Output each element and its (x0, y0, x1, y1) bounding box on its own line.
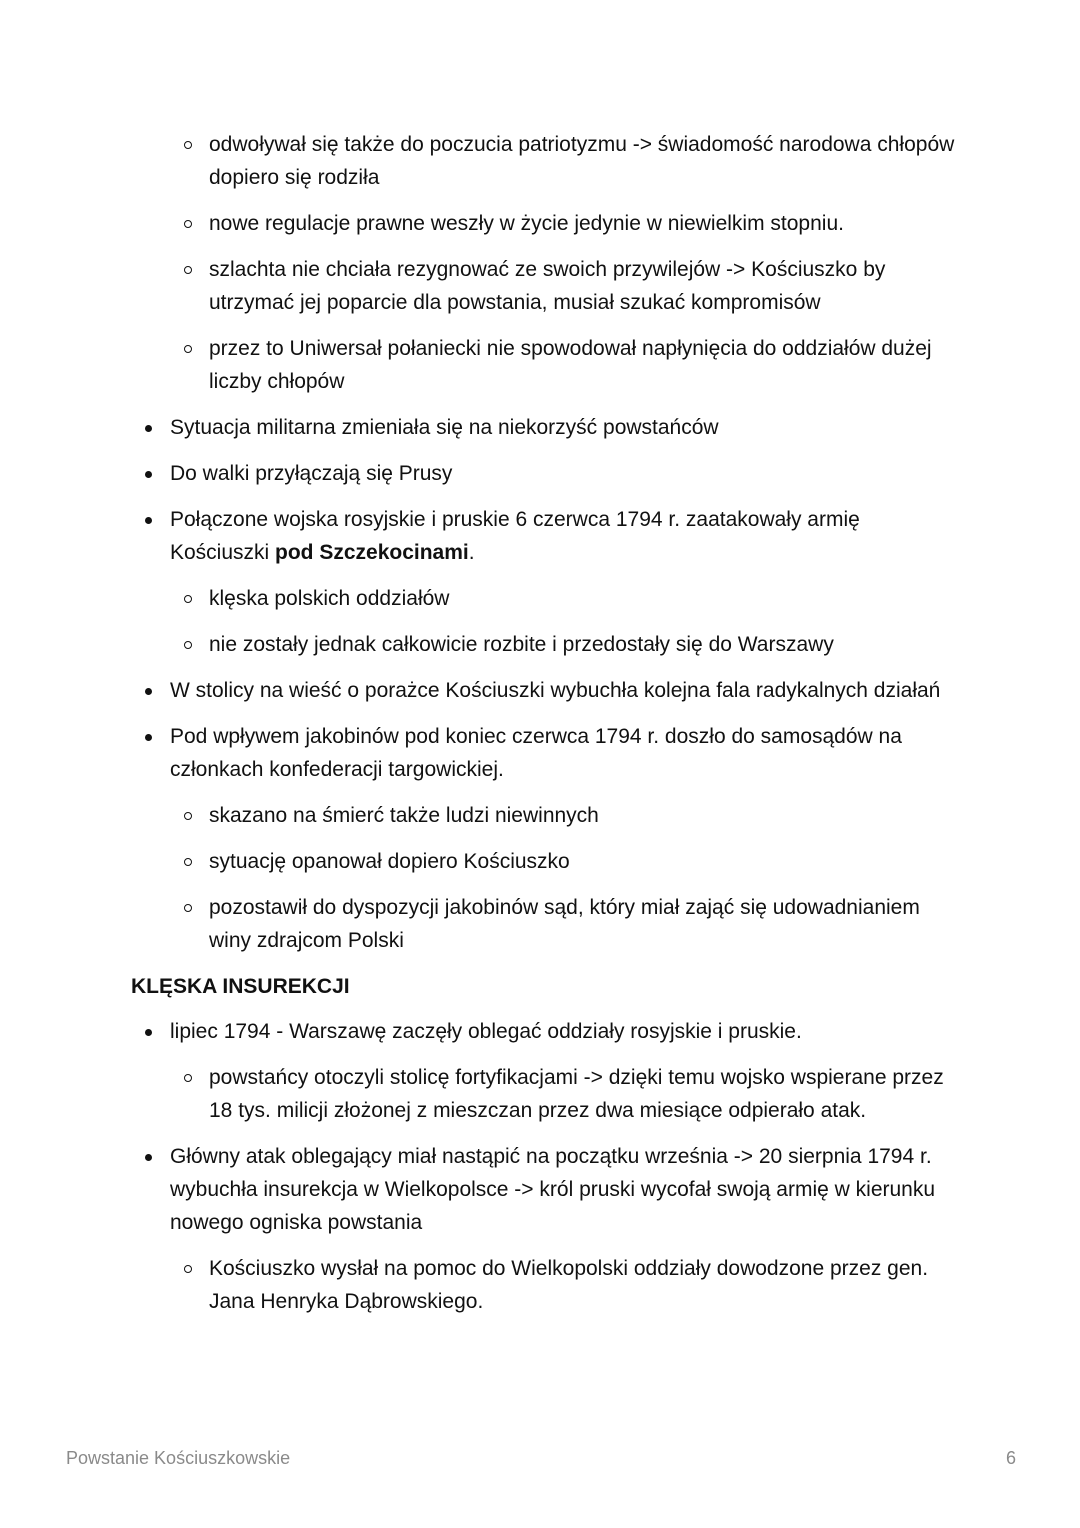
list-item: odwoływał się także do poczucia patriotyzmu -> świadomość narodowa chłopów dopiero się rodziła (131, 128, 961, 194)
sub-list-item: powstańcy otoczyli stolicę fortyfikacjami -> dzięki temu wojsko wspierane przez 18 tys. milicji złożonej z mieszczan przez dwa miesiące odpierało atak. (131, 1061, 961, 1127)
continued-sublist (131, 128, 961, 398)
sublist (131, 1252, 961, 1318)
list-item (131, 1140, 961, 1318)
footer-document-title: Powstanie Kościuszkowskie (66, 1448, 291, 1468)
item-text: Połączone wojska rosyjskie i pruskie 6 czerwca 1794 r. zaatakowały armię Kościuszki (170, 508, 860, 564)
list-item: Sytuacja militarna zmieniała się na niekorzyść powstańców (131, 411, 961, 444)
list-item: przez to Uniwersał połaniecki nie spowodował napłynięcia do oddziałów dużej liczby chłopów (131, 332, 961, 398)
list-item: Do walki przyłączają się Prusy (131, 457, 961, 490)
sub-list-item: nie zostały jednak całkowicie rozbite i przedostały się do Warszawy (131, 628, 961, 661)
item-text-end: . (468, 541, 475, 564)
item-text: Główny atak oblegający miał nastąpić na początku września -> 20 sierpnia 1794 r. wybuchła insurekcja w Wielkopolsce -> król pruski wycofał swoją armię w kierunku nowego ogniska powstania (170, 1145, 936, 1234)
sublist (131, 1061, 961, 1127)
sub-list-item: klęska polskich oddziałów (131, 582, 961, 615)
sub-list-item: skazano na śmierć także ludzi niewinnych (131, 799, 961, 832)
sublist (131, 582, 961, 661)
list-item: nowe regulacje prawne weszły w życie jedynie w niewielkim stopniu. (131, 207, 961, 240)
bold-place-name: pod Szczekocinami (275, 541, 469, 564)
sub-list-item: Kościuszko wysłał na pomoc do Wielkopolski oddziały dowodzone przez gen. Jana Henryka Dąbrowskiego. (131, 1252, 961, 1318)
footer-page-number: 6 (1005, 1448, 1016, 1468)
sub-list-item: sytuację opanował dopiero Kościuszko (131, 845, 961, 878)
list-item: szlachta nie chciała rezygnować ze swoich przywilejów -> Kościuszko by utrzymać jej poparcie dla powstania, musiał szukać kompromisów (131, 253, 961, 319)
sublist (131, 799, 961, 957)
section-heading: KLĘSKA INSUREKCJI (131, 975, 350, 998)
list-item (131, 1015, 961, 1127)
list-item (131, 720, 961, 957)
defeat-list (131, 1015, 961, 1318)
item-text: Pod wpływem jakobinów pod koniec czerwca 1794 r. doszło do samosądów na członkach konfederacji targowickiej. (170, 725, 902, 781)
military-situation-list (131, 411, 961, 957)
sub-list-item: pozostawił do dyspozycji jakobinów sąd, który miał zająć się udowadnianiem winy zdrajcom Polski (131, 891, 961, 957)
list-item: W stolicy na wieść o porażce Kościuszki wybuchła kolejna fala radykalnych działań (131, 674, 961, 707)
page-content (131, 128, 961, 1331)
item-text: lipiec 1794 - Warszawę zaczęły oblegać oddziały rosyjskie i pruskie. (170, 1020, 802, 1043)
list-item (131, 503, 961, 661)
